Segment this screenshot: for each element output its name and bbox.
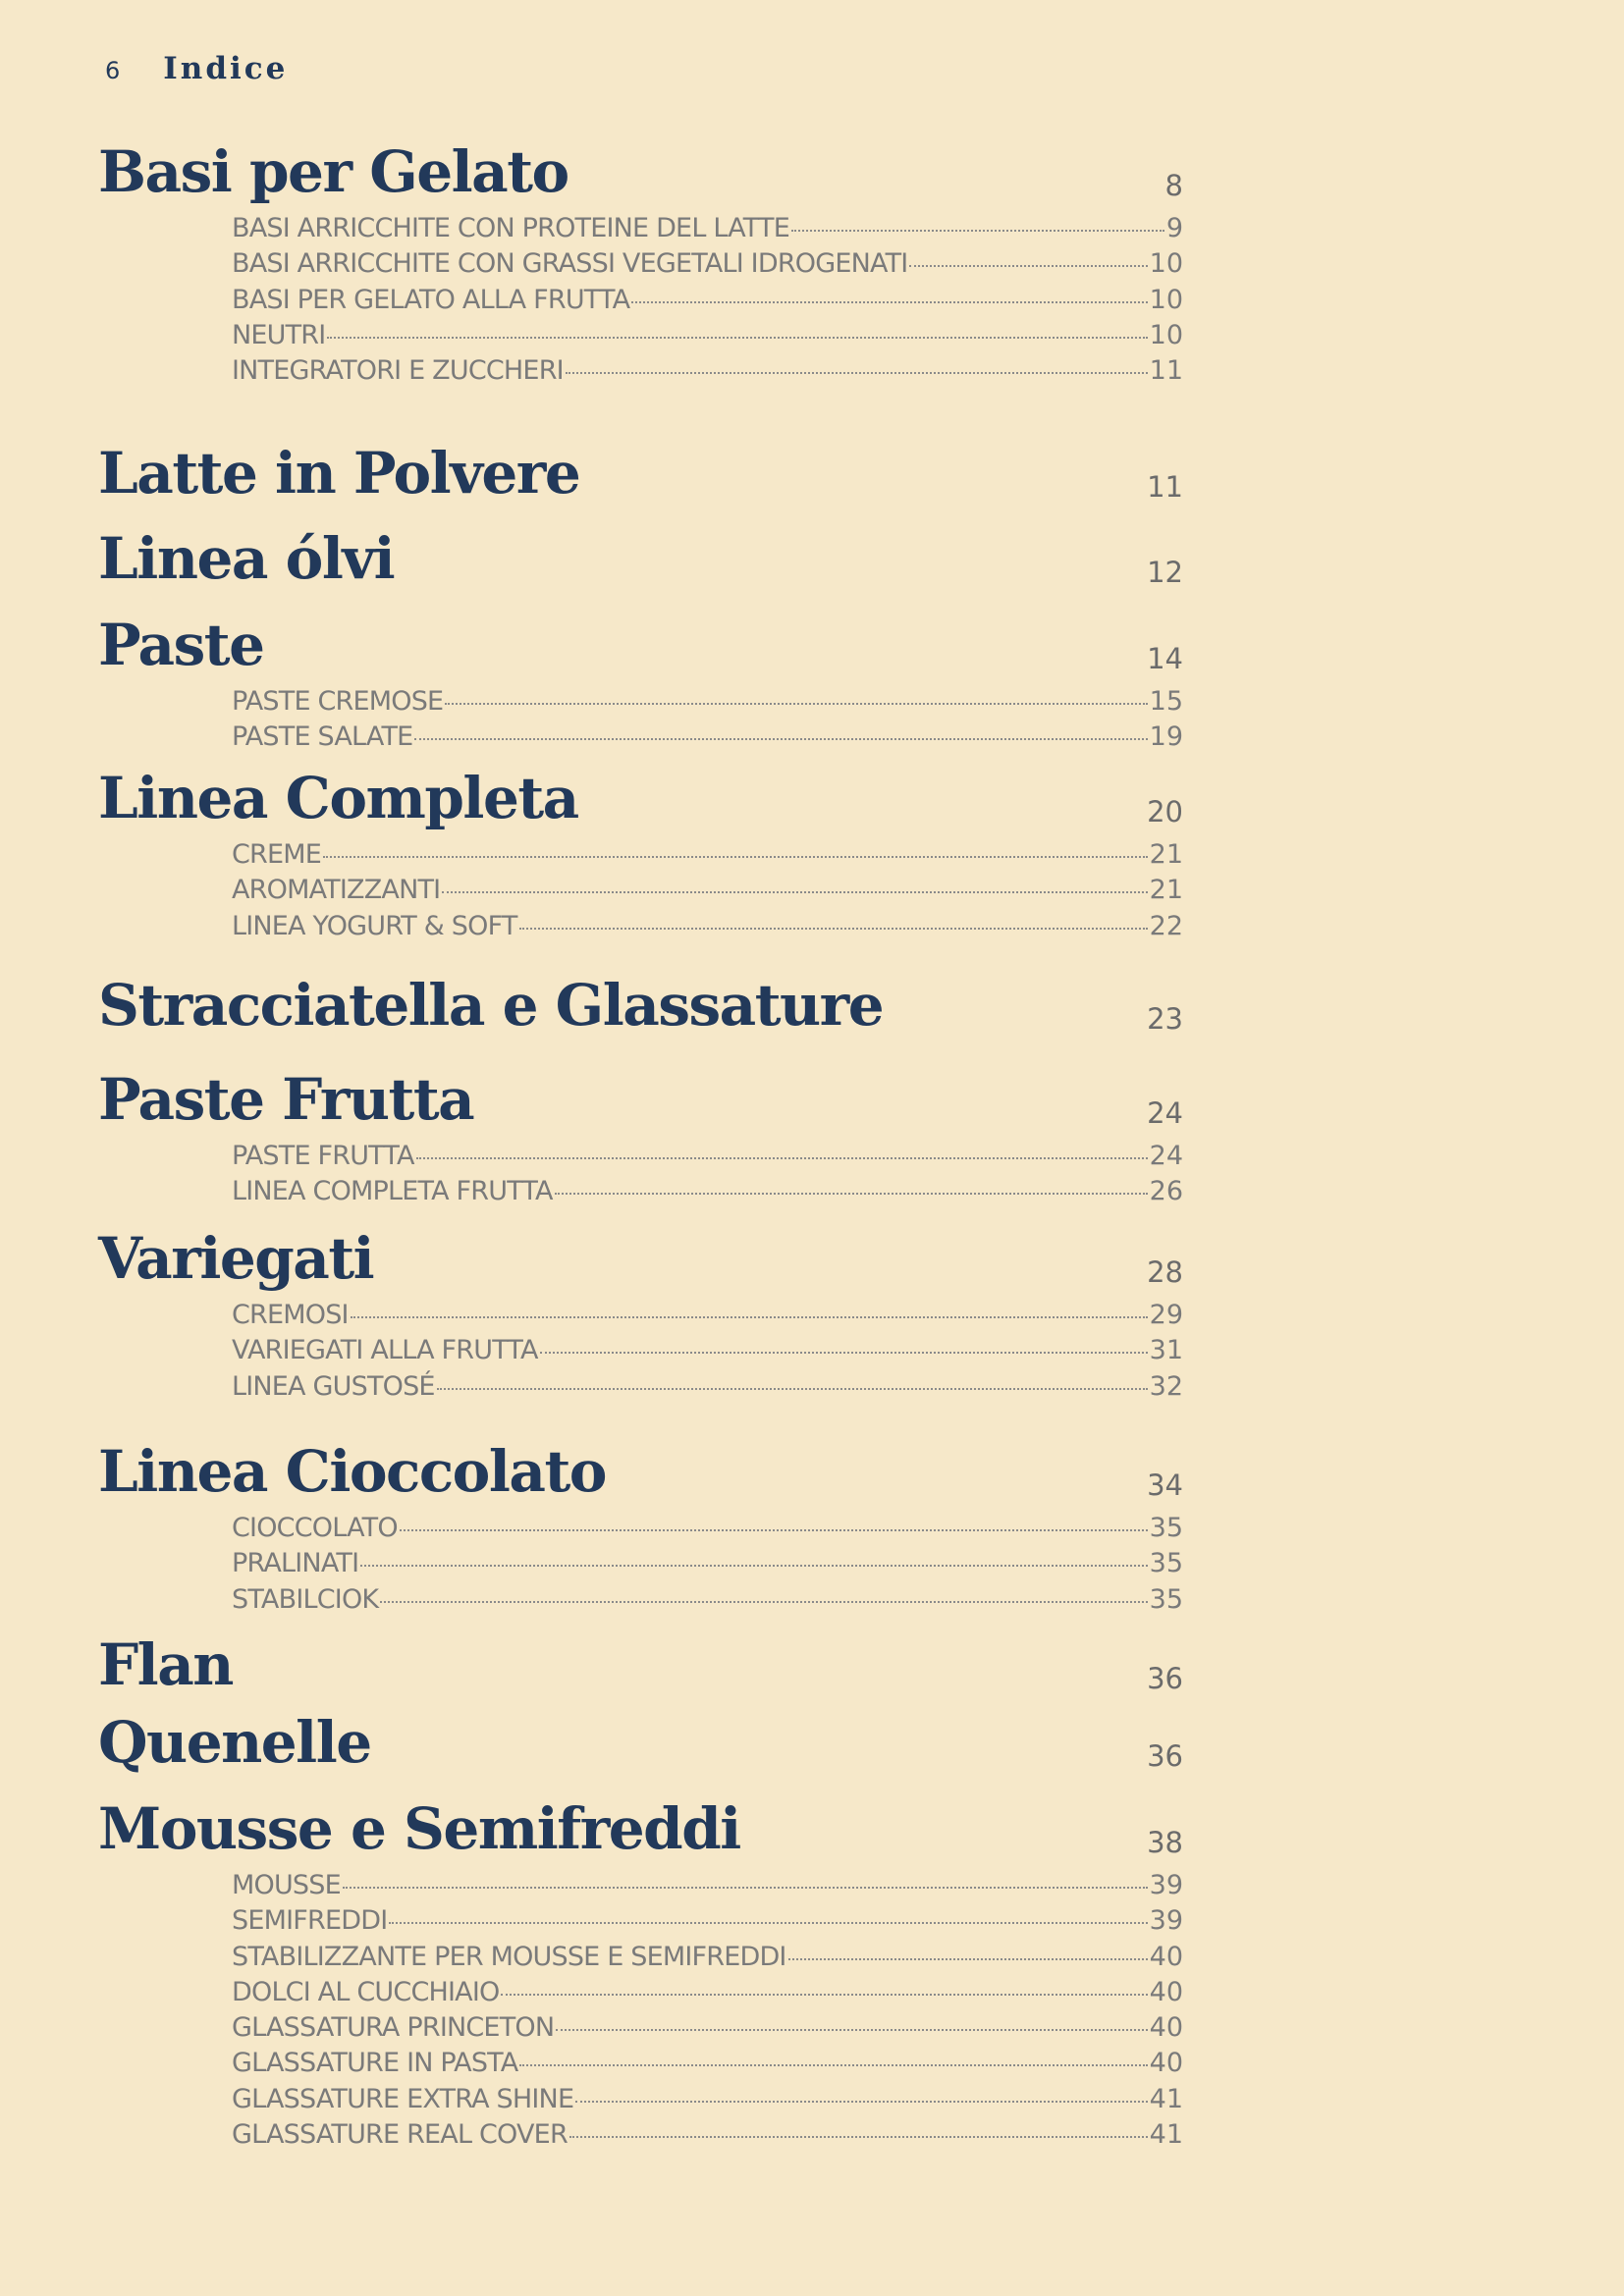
toc-section-page: 12: [1147, 556, 1183, 589]
toc-entry-page: 32: [1149, 1370, 1183, 1402]
toc-section-title: Paste: [98, 612, 264, 678]
toc-section-title: Basi per Gelato: [98, 138, 568, 205]
toc-section-title: Mousse e Semifreddi: [98, 1795, 740, 1862]
toc-section-heading[interactable]: [98, 1219, 1183, 1298]
toc-section-heading[interactable]: [98, 1789, 1183, 1868]
toc-section-heading[interactable]: [98, 759, 1183, 837]
toc-entry-page: 15: [1149, 686, 1183, 717]
toc-entry-page: 9: [1165, 213, 1183, 243]
toc-entry-label: SEMIFREDDI: [232, 1905, 388, 1937]
dot-leader: [437, 1388, 1148, 1390]
toc-entry[interactable]: [232, 1333, 1183, 1368]
toc-entry-label: PASTE SALATE: [232, 721, 413, 753]
dot-leader: [791, 230, 1164, 232]
toc-entry-label: STABILIZZANTE PER MOUSSE E SEMIFREDDI: [232, 1941, 786, 1972]
toc-section: [98, 1219, 1183, 1405]
toc-section: [98, 1060, 1183, 1210]
toc-section-heading[interactable]: [98, 1626, 1183, 1704]
toc-section-page: 23: [1147, 1002, 1183, 1036]
toc-entry-label: STABILCIOK: [232, 1583, 379, 1615]
toc-entry-label: VARIEGATI ALLA FRUTTA: [232, 1335, 538, 1366]
toc-entry[interactable]: [232, 873, 1183, 908]
dot-leader: [416, 1157, 1148, 1159]
dot-leader: [519, 928, 1148, 930]
toc-section-title: Flan: [98, 1631, 233, 1698]
toc-entry-label: LINEA GUSTOSÉ: [232, 1370, 435, 1402]
toc-entry-page: 31: [1149, 1335, 1183, 1366]
toc-subsection-list: [232, 1868, 1183, 2153]
toc-section-page: 36: [1147, 1739, 1183, 1773]
toc-section: [98, 1626, 1183, 1704]
toc-entry-label: LINEA YOGURT & SOFT: [232, 910, 517, 941]
toc-entry-page: 40: [1149, 1976, 1183, 2007]
toc-entry[interactable]: [232, 2046, 1183, 2081]
toc-entry-page: 40: [1149, 1941, 1183, 1972]
dot-leader: [327, 337, 1147, 339]
dot-leader: [400, 1529, 1148, 1531]
toc-section-heading[interactable]: [98, 519, 1183, 598]
dot-leader: [389, 1922, 1147, 1924]
toc-entry-label: MOUSSE: [232, 1870, 341, 1900]
toc-section: [98, 133, 1183, 389]
toc-entry[interactable]: [232, 283, 1183, 318]
toc-entry[interactable]: [232, 1940, 1183, 1975]
toc-section-title: Quenelle: [98, 1709, 371, 1776]
toc-entry[interactable]: [232, 1174, 1183, 1209]
dot-leader: [442, 891, 1147, 893]
toc-entry-page: 39: [1149, 1870, 1183, 1900]
toc-subsection-list: [232, 1511, 1183, 1618]
toc-entry-label: NEUTRI: [232, 319, 326, 350]
toc-entry[interactable]: [232, 837, 1183, 873]
toc-entry[interactable]: [232, 1139, 1183, 1174]
toc-entry[interactable]: [232, 211, 1183, 246]
toc-section-page: 20: [1147, 795, 1183, 828]
toc-entry-label: GLASSATURE IN PASTA: [232, 2048, 518, 2079]
dot-leader: [566, 372, 1148, 374]
toc-entry[interactable]: [232, 1582, 1183, 1618]
toc-section-page: 14: [1147, 642, 1183, 675]
toc-entry-label: PASTE CREMOSE: [232, 686, 444, 717]
dot-leader: [909, 265, 1147, 267]
toc-section-heading[interactable]: [98, 434, 1183, 512]
toc-entry-label: LINEA COMPLETA FRUTTA: [232, 1176, 553, 1207]
toc-section: [98, 1703, 1183, 1782]
toc-entry-page: 24: [1149, 1141, 1183, 1171]
toc-section-title: Linea ólvi: [98, 525, 395, 592]
dot-leader: [555, 1193, 1148, 1195]
toc-entry-label: CIOCCOLATO: [232, 1513, 398, 1543]
toc-entry-page: 35: [1149, 1548, 1183, 1579]
toc-section-title: Paste Frutta: [98, 1066, 474, 1133]
toc-entry-label: BASI ARRICCHITE CON GRASSI VEGETALI IDROGENATI: [232, 248, 908, 280]
toc-entry-label: CREME: [232, 839, 322, 870]
dot-leader: [556, 2029, 1147, 2031]
dot-leader: [569, 2136, 1148, 2138]
toc-subsection-list: [232, 211, 1183, 389]
toc-section: [98, 434, 1183, 512]
toc-entry[interactable]: [232, 1903, 1183, 1939]
toc-section-heading[interactable]: [98, 606, 1183, 684]
toc-entry-label: GLASSATURA PRINCETON: [232, 2012, 555, 2044]
dot-leader: [575, 2101, 1147, 2103]
dot-leader: [380, 1601, 1147, 1603]
toc-entry[interactable]: [232, 909, 1183, 944]
page-header: [105, 51, 288, 86]
toc-subsection-list: [232, 684, 1183, 756]
toc-entry-page: 39: [1149, 1905, 1183, 1937]
page-number: 6: [105, 57, 121, 84]
toc-section-title: Linea Cioccolato: [98, 1438, 606, 1505]
toc-entry-label: CREMOSI: [232, 1300, 349, 1330]
toc-subsection-list: [232, 1139, 1183, 1210]
dot-leader: [501, 1994, 1147, 1996]
toc-entry[interactable]: [232, 1298, 1183, 1333]
toc-section-heading[interactable]: [98, 133, 1183, 211]
toc-entry-label: INTEGRATORI E ZUCCHERI: [232, 355, 564, 387]
dot-leader: [360, 1565, 1147, 1567]
toc-section-heading[interactable]: [98, 966, 1183, 1044]
toc-entry[interactable]: [232, 353, 1183, 389]
toc-entry-label: PRALINATI: [232, 1548, 359, 1579]
toc-entry-page: 10: [1149, 319, 1183, 350]
toc-section: [98, 519, 1183, 598]
toc-entry-page: 21: [1149, 875, 1183, 906]
toc-entry[interactable]: [232, 1975, 1183, 2010]
toc-entry-label: BASI ARRICCHITE CON PROTEINE DEL LATTE: [232, 213, 789, 243]
toc-entry-label: DOLCI AL CUCCHIAIO: [232, 1976, 500, 2007]
toc-entry-page: 40: [1149, 2012, 1183, 2044]
toc-section: [98, 1789, 1183, 2153]
dot-leader: [788, 1958, 1148, 1960]
toc-entry-page: 41: [1149, 2083, 1183, 2114]
toc-entry-page: 26: [1149, 1176, 1183, 1207]
toc-entry-label: AROMATIZZANTI: [232, 875, 441, 906]
toc-entry[interactable]: [232, 684, 1183, 720]
dot-leader: [351, 1316, 1148, 1318]
toc-section: [98, 966, 1183, 1044]
toc-section-page: 36: [1147, 1662, 1183, 1695]
toc-entry-page: 35: [1149, 1583, 1183, 1615]
toc-entry-page: 40: [1149, 2048, 1183, 2079]
toc-section-page: 11: [1147, 470, 1183, 504]
toc-entry-label: GLASSATURE EXTRA SHINE: [232, 2083, 574, 2114]
toc-entry[interactable]: [232, 1546, 1183, 1581]
toc-entry-page: 21: [1149, 839, 1183, 870]
toc-section: [98, 759, 1183, 944]
toc-section-page: 8: [1164, 169, 1183, 202]
toc-section-page: 24: [1147, 1096, 1183, 1130]
toc-entry[interactable]: [232, 1511, 1183, 1546]
dot-leader: [631, 301, 1147, 303]
toc-section-title: Variegati: [98, 1225, 374, 1292]
dot-leader: [343, 1887, 1148, 1889]
toc-entry[interactable]: [232, 720, 1183, 755]
toc-entry[interactable]: [232, 318, 1183, 353]
dot-leader: [540, 1352, 1148, 1354]
toc-entry-page: 11: [1149, 355, 1183, 387]
toc-section: [98, 606, 1183, 756]
toc-entry[interactable]: [232, 2010, 1183, 2046]
toc-section-page: 28: [1147, 1255, 1183, 1289]
toc-section-title: Linea Completa: [98, 765, 578, 831]
page-title: Indice: [163, 51, 289, 86]
toc-entry-page: 10: [1149, 284, 1183, 315]
toc-entry-page: 22: [1149, 910, 1183, 941]
toc-entry-page: 41: [1149, 2119, 1183, 2151]
dot-leader: [414, 738, 1147, 740]
toc-entry-page: 35: [1149, 1513, 1183, 1543]
dot-leader: [323, 856, 1148, 858]
toc-entry-label: BASI PER GELATO ALLA FRUTTA: [232, 284, 630, 315]
dot-leader: [519, 2064, 1147, 2066]
toc-section-page: 38: [1147, 1826, 1183, 1859]
dot-leader: [445, 703, 1147, 705]
toc-entry[interactable]: [232, 2082, 1183, 2117]
toc-section-heading[interactable]: [98, 1703, 1183, 1782]
toc-entry-label: GLASSATURE REAL COVER: [232, 2119, 568, 2151]
toc-section-page: 34: [1147, 1468, 1183, 1502]
toc-entry[interactable]: [232, 2117, 1183, 2153]
toc-entry[interactable]: [232, 246, 1183, 282]
toc-entry[interactable]: [232, 1868, 1183, 1903]
toc-section-heading[interactable]: [98, 1060, 1183, 1139]
toc-entry-page: 29: [1149, 1300, 1183, 1330]
toc-section-title: Stracciatella e Glassature: [98, 972, 884, 1039]
toc-entry[interactable]: [232, 1369, 1183, 1405]
toc-section-heading[interactable]: [98, 1432, 1183, 1511]
toc-subsection-list: [232, 837, 1183, 944]
toc-section-title: Latte in Polvere: [98, 440, 580, 507]
toc-entry-page: 19: [1149, 721, 1183, 753]
toc-entry-page: 10: [1149, 248, 1183, 280]
toc-section: [98, 1432, 1183, 1618]
toc-subsection-list: [232, 1298, 1183, 1405]
toc-entry-label: PASTE FRUTTA: [232, 1141, 414, 1171]
